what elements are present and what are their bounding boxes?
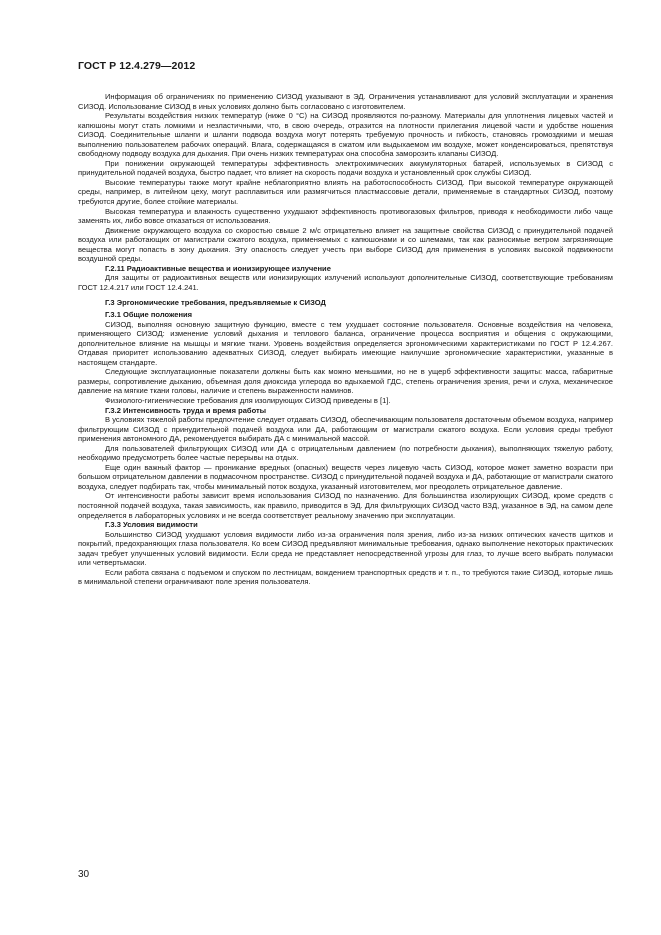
paragraph: Информация об ограничениях по применению СИЗОД указывают в ЭД. Ограничения устанавливают для условий эксплуатации и хранения СИЗОД. Использование СИЗОД в иных условиях должно быть согласовано с изготовителем. — [78, 92, 613, 111]
paragraph: Высокая температура и влажность существенно ухудшают эффективность противогазовых фильтров, приводя к необходимости либо чаще заменять их, либо вовсе отказаться от использования. — [78, 206, 613, 226]
paragraph: Результаты воздействия низких температур (ниже 0 °С) на СИЗОД проявляются по-разному. Материалы для уплотнения лицевых частей и капюшоны могут стать ломкими и незластичными, что, в свою очередь, отразится на плотности прилегания лицевой части и удобстве ношения СИЗОД. Соединительные шланги и шланги подвода воздуха могут потерять требуемую прочность и гибкость, становясь громоздкими и мешая выполнению пользователем рабочих операций. Влага, содержащаяся в сжатом или выдыхаемом им воздухе, может конденсироваться, препятствуя свободному подводу воздуха для дыхания. При очень низких температурах она способна заморозить клапаны СИЗОД. — [78, 111, 613, 159]
document-body — [78, 92, 613, 587]
paragraph: При понижении окружающей температуры эффективность электрохимических аккумуляторных батарей, используемых в СИЗОД с принудительной подачей воздуха, быстро падает, что влияет на скорость подачи воздуха и установленный срок службы СИЗОД. — [78, 158, 613, 178]
paragraph: Еще один важный фактор — проникание вредных (опасных) веществ через лицевую часть СИЗОД, которое может заметно возрасти при большом отрицательном давлении в подмасочном пространстве. СИЗОД с принудительной подачей воздуха и ДА, работающие от магистрали сжатого воздуха, следует подбирать так, чтобы минимальный поток воздуха, указанный изготовителем, мог преодолеть отрицательное давление. — [78, 462, 613, 491]
paragraph: Физиолого-гигиенические требования для изолирующих СИЗОД приведены в [1]. — [105, 395, 391, 405]
paragraph: Для защиты от радиоактивных веществ или ионизирующих излучений используют дополнительные СИЗОД, соответствующие требованиям ГОСТ 12.4.217 или ГОСТ 12.4.241. — [78, 273, 613, 292]
paragraph: Высокие температуры также могут крайне неблагоприятно влиять на работоспособность СИЗОД. При высокой температуре окружающей среды, например, в литейном цеху, могут расплавиться или размягчиться пластмассовые детали, применяемые в стандартных СИЗОД, поэтому требуются другие, более стойкие материалы. — [78, 177, 613, 207]
paragraph: Если работа связана с подъемом и спуском по лестницам, вождением транспортных средств и т. п., то требуются такие СИЗОД, которые лишь в минимальной степени ограничивают поле зрения пользователя. — [78, 567, 613, 587]
paragraph: Большинство СИЗОД ухудшают условия видимости либо из-за ограничения поля зрения, либо из-за низких оптических качеств щитков и покрытий, предохраняющих глаза пользователя. Ко всем СИЗОД предъявляют минимальные требования, однако выполнение некоторых практических задач требует улучшенных условий видимости. Если среда не представляет непосредственной угрозы для глаз, то лучше всего выбрать полумаски или четвертьмаски. — [78, 529, 613, 568]
paragraph: Движение окружающего воздуха со скоростью свыше 2 м/с отрицательно влияет на защитные свойства СИЗОД с принудительной подачей воздуха или работающих от магистрали сжатого воздуха, применяемых с капюшонами и со шлемами, так как разносимые ветром загрязняющие вещества могут попасть в зону дыхания. Эту опасность следует учесть при выборе СИЗОД для применения в условиях высокой подвижности воздушной среды. — [78, 225, 613, 264]
paragraph: В условиях тяжелой работы предпочтение следует отдавать СИЗОД, обеспечивающим пользователя достаточным объемом воздуха, например фильтрующим СИЗОД с принудительной подачей воздуха или ДА, работающим от магистрали сжатого воздуха. Если условия среды требуют применения автономного ДА, рекомендуется выбирать ДА с минимальной массой. — [78, 415, 613, 444]
section-heading-g-3: Г.3 Эргономические требования, предъявляемые к СИЗОД — [105, 298, 326, 308]
section-heading-g-3-1: Г.3.1 Общие положения — [105, 310, 193, 320]
paragraph: Для пользователей фильтрующих СИЗОД или ДА с отрицательным давлением (по потребности дыхания), выполняющих тяжелую работу, необходимо предусмотреть более частые перерывы на отдых. — [78, 443, 613, 463]
section-heading-g-2-11: Г.2.11 Радиоактивные вещества и ионизирующее излучение — [105, 263, 331, 273]
paragraph: От интенсивности работы зависит время использования СИЗОД по назначению. Для большинства изолирующих СИЗОД, кроме средств с постоянной подачей воздуха, такая зависимость, как правило, приводится в ЭД. Для фильтрующих СИЗОД часто ВЗД, указанное в ЭД, на самом деле определяется в лабораторных условиях и не всегда соответствует реальному значению при эксплуатации. — [78, 491, 613, 520]
section-heading-g-3-2: Г.3.2 Интенсивность труда и время работы — [105, 405, 267, 415]
section-heading-g-3-3: Г.3.3 Условия видимости — [105, 520, 198, 530]
document-header: ГОСТ Р 12.4.279—2012 — [78, 60, 196, 72]
page-number: 30 — [78, 869, 90, 880]
paragraph: Следующие эксплуатационные показатели должны быть как можно меньшими, но не в ущерб эффективности защиты: масса, габаритные размеры, сопротивление дыханию, объемная доля диоксида углерода во вдыхаемой ГДС, степень ограничения зрения, речи и слуха, механическое давление на мягкие ткани головы, наличие и степень выраженности наминов. — [78, 367, 613, 396]
paragraph: СИЗОД, выполняя основную защитную функцию, вместе с тем ухудшает состояние пользователя. Основные воздействия на человека, применяющего СИЗОД: изменение условий дыхания и теплового баланса, ограничение процесса восприятия и общения с окружающими, дополнительное влияние на мышцы и мягкие ткани. Уровень воздействия определяется эргономическими характеристиками по ГОСТ Р 12.4.267. Отдавая приоритет использованию адекватных СИЗОД, следует выбирать имеющие наилучшие эргономические характеристики, указанные в настоящем стандарте. — [78, 319, 613, 367]
